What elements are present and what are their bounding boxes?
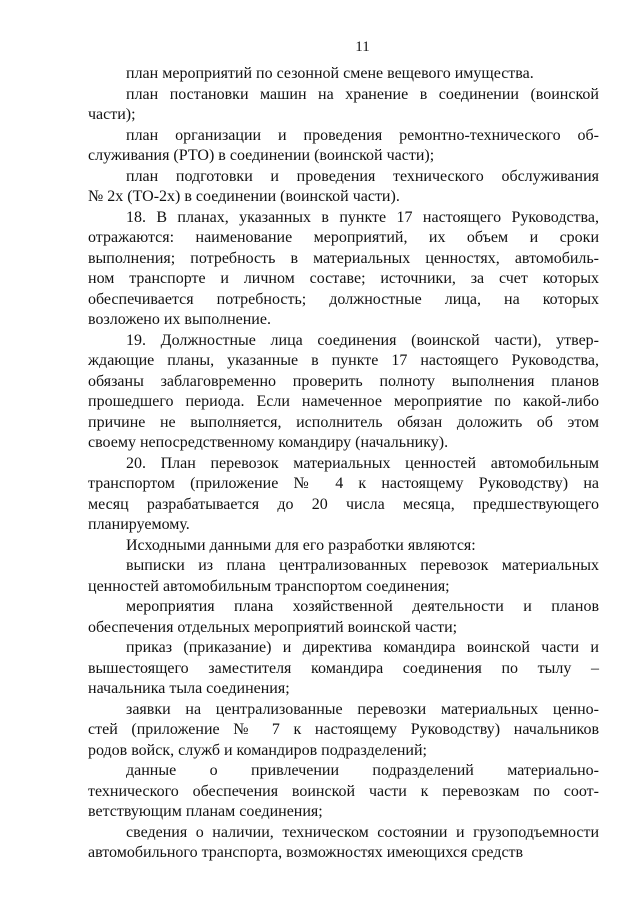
paragraph: [88, 700, 599, 762]
text-line: выписки из плана централизованных перевозок материальных: [126, 557, 599, 574]
text-line: транспортом (приложение № 4 к настоящему Руководству) на: [88, 475, 599, 492]
text-line: своему непосредственному командиру (начальнику).: [88, 434, 449, 451]
text-line: родов войск, служб и командиров подразделений;: [88, 741, 427, 759]
paragraph: [88, 126, 599, 167]
text-line: ждающие планы, указанные в пункте 17 настоящего Руководства,: [88, 352, 599, 369]
paragraph: [88, 556, 599, 597]
text-line: обязаны заблаговременно проверить полноту выполнения планов: [88, 372, 599, 390]
text-line: 18. В планах, указанных в пункте 17 настоящего Руководства,: [126, 208, 599, 226]
text-line: служивания (РТО) в соединении (воинской части);: [88, 147, 435, 164]
text-line: план организации и проведения ремонтно-технического об-: [126, 126, 599, 144]
paragraph: [88, 167, 599, 208]
text-line: возложено их выполнение.: [88, 311, 271, 328]
text-line: заявки на централизованные перевозки материальных ценно-: [126, 700, 599, 718]
paragraph: [88, 761, 599, 823]
text-line: план мероприятий по сезонной смене вещевого имущества.: [126, 65, 534, 82]
paragraph: [88, 638, 599, 700]
text-line: части);: [88, 106, 136, 123]
text-line: отражаются: наименование мероприятий, их объем и сроки: [88, 229, 599, 246]
text-line: ном транспорте и личном составе; источники, за счет которых: [88, 270, 599, 287]
text-line: данные о привлечении подразделений материально-: [126, 762, 599, 779]
paragraph: [88, 536, 599, 557]
text-line: сведения о наличии, техническом состоянии и грузоподъемности: [126, 823, 599, 841]
text-line: выполнения; потребность в материальных ценностях, автомобиль-: [88, 249, 599, 267]
paragraph: [88, 64, 599, 85]
text-line: причине не выполняется, исполнитель обязан доложить об этом: [88, 413, 599, 431]
text-line: план подготовки и проведения технического обслуживания: [126, 167, 599, 185]
text-line: № 2х (ТО-2х) в соединении (воинской части).: [88, 188, 400, 205]
paragraph: [88, 597, 599, 638]
text-line: технического обеспечения воинской части к перевозкам по соот-: [88, 782, 599, 800]
paragraph: [88, 454, 599, 536]
text-line: ветствующим планам соединения;: [88, 803, 323, 820]
text-line: 20. План перевозок материальных ценностей автомобильным: [126, 454, 599, 472]
text-line: ценностей автомобильным транспортом соединения;: [88, 577, 450, 595]
text-line: обеспечивается потребность; должностные лица, на которых: [88, 290, 599, 308]
text-line: стей (приложение № 7 к настоящему Руководству) начальников: [88, 721, 599, 738]
paragraph: [88, 208, 599, 331]
text-line: обеспечения отдельных мероприятий воинской части;: [88, 618, 458, 636]
page-number: 11: [355, 39, 370, 55]
text-line: прошедшего периода. Если намеченное мероприятие по какой-либо: [88, 393, 599, 410]
text-line: начальника тыла соединения;: [88, 680, 290, 697]
body-text: [88, 64, 599, 864]
paragraph: [88, 823, 599, 864]
text-line: приказ (приказание) и директива командира воинской части и: [126, 639, 599, 656]
text-line: мероприятия плана хозяйственной деятельности и планов: [126, 598, 599, 615]
paragraph: [88, 331, 599, 454]
text-line: автомобильного транспорта, возможностях имеющихся средств: [88, 844, 524, 861]
text-line: планируемому.: [88, 516, 190, 533]
text-line: Исходными данными для его разработки являются:: [126, 536, 476, 554]
text-line: месяц разрабатывается до 20 числа месяца, предшествующего: [88, 495, 599, 513]
paragraph: [88, 85, 599, 126]
text-line: план постановки машин на хранение в соединении (воинской: [126, 85, 599, 103]
text-line: вышестоящего заместителя командира соединения по тылу –: [88, 659, 599, 677]
text-line: 19. Должностные лица соединения (воинской части), утвер-: [126, 331, 599, 349]
